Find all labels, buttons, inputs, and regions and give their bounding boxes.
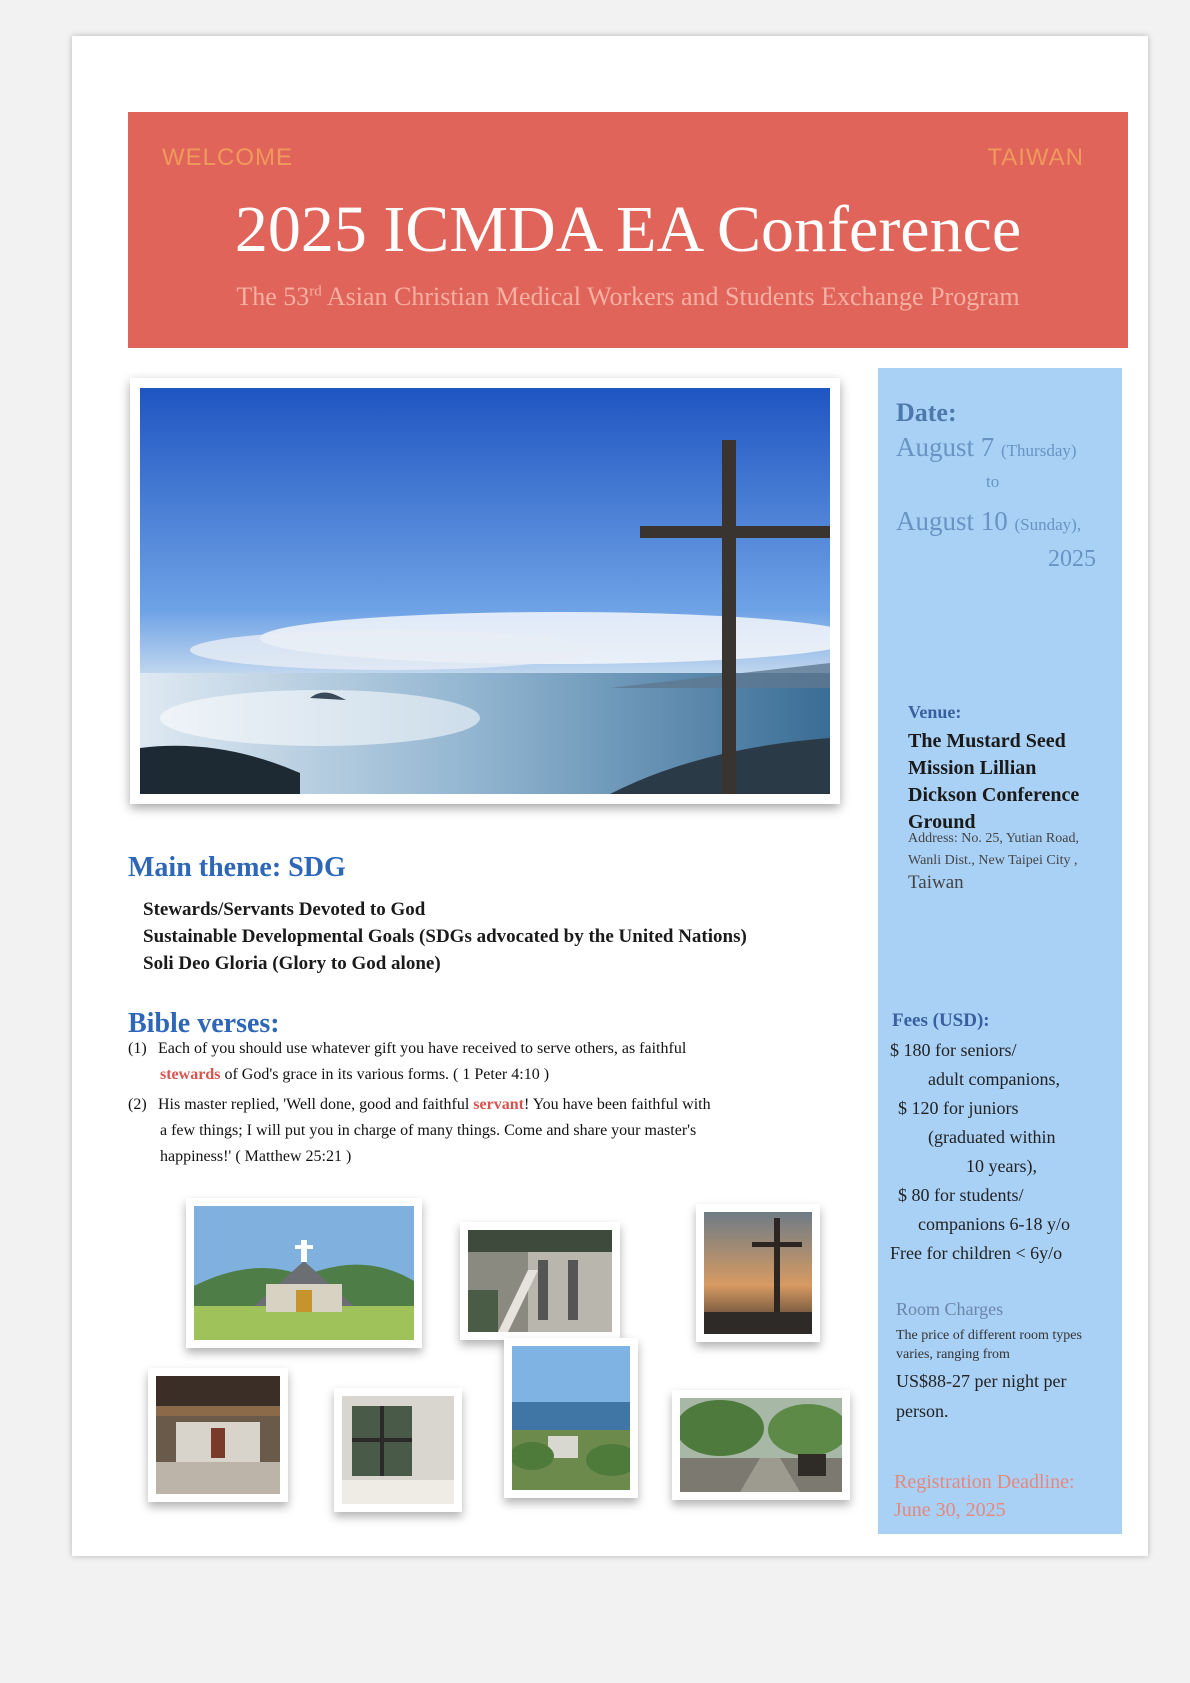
photo-coastal-view <box>504 1338 638 1498</box>
fee-line: companions 6-18 y/o <box>918 1214 1070 1234</box>
conference-title: 2025 ICMDA EA Conference <box>234 193 1022 266</box>
photo-garden-grounds <box>672 1390 850 1500</box>
date-year: 2025 <box>1048 546 1096 572</box>
fees-label: Fees (USD): <box>892 1010 990 1031</box>
room-charges-label: Room Charges <box>896 1299 1004 1319</box>
theme-item: Soli Deo Gloria (Glory to God alone) <box>143 953 441 974</box>
fees-list <box>890 1036 1118 1268</box>
bible-verses-title: Bible verses: <box>128 1008 280 1039</box>
registration-deadline: Registration Deadline: June 30, 2025 <box>894 1471 1075 1521</box>
bible-verse-2: (2) His master replied, 'Well done, good and faithful servant! You have been faithful with a few things; I will put you in charge of many things. Come and share your master's happiness!' ( Matthew 25:21 ) <box>128 1096 711 1165</box>
photo-chapel-interior <box>148 1368 288 1502</box>
room-charges-text: The price of different room types varies, ranging from <box>896 1328 1082 1362</box>
main-photo-cross-ocean <box>130 378 840 804</box>
date-end: August 10 (Sunday), <box>896 506 1082 536</box>
room-charges-price: US$88-27 per night per person. <box>896 1371 1067 1421</box>
theme-item: Sustainable Developmental Goals (SDGs advocated by the United Nations) <box>143 926 747 947</box>
fee-line: adult companions, <box>928 1069 1060 1089</box>
fee-line: Free for children < 6y/o <box>890 1243 1063 1263</box>
header-banner <box>128 112 1128 348</box>
date-label: Date: <box>896 398 957 427</box>
fee-line: $ 120 for juniors <box>898 1098 1019 1118</box>
bible-verse-1: (1) Each of you should use whatever gift you have received to serve others, as faithful stewards of God's grace in its various forms. ( 1 Peter 4:10 ) <box>128 1040 687 1083</box>
photo-stairs-building <box>460 1222 620 1340</box>
date-start: August 7 (Thursday) <box>896 432 1077 462</box>
date-to: to <box>986 472 1000 491</box>
main-theme-title: Main theme: SDG <box>128 852 346 883</box>
fee-line: $ 80 for students/ <box>898 1185 1024 1205</box>
country-text: TAIWAN <box>987 144 1084 171</box>
venue-address: Address: No. 25, Yutian Road, Wanli Dist., New Taipei City , Taiwan <box>908 831 1079 893</box>
photo-chapel <box>186 1198 422 1348</box>
fee-line: 10 years), <box>966 1156 1037 1176</box>
conference-subtitle: The 53rd Asian Christian Medical Workers and Students Exchange Program <box>236 282 1020 311</box>
fee-line: (graduated within <box>928 1127 1056 1147</box>
venue-name: The Mustard Seed Mission Lillian Dickson Conference Ground <box>908 730 1080 833</box>
theme-item: Stewards/Servants Devoted to God <box>143 899 426 920</box>
info-sidebar <box>878 368 1122 1534</box>
photo-window-room <box>334 1388 462 1512</box>
photo-sunset-cross <box>696 1204 820 1342</box>
main-theme-list <box>143 896 747 977</box>
venue-label: Venue: <box>908 702 962 722</box>
welcome-text: WELCOME <box>162 144 294 171</box>
fee-line: $ 180 for seniors/ <box>890 1040 1017 1060</box>
